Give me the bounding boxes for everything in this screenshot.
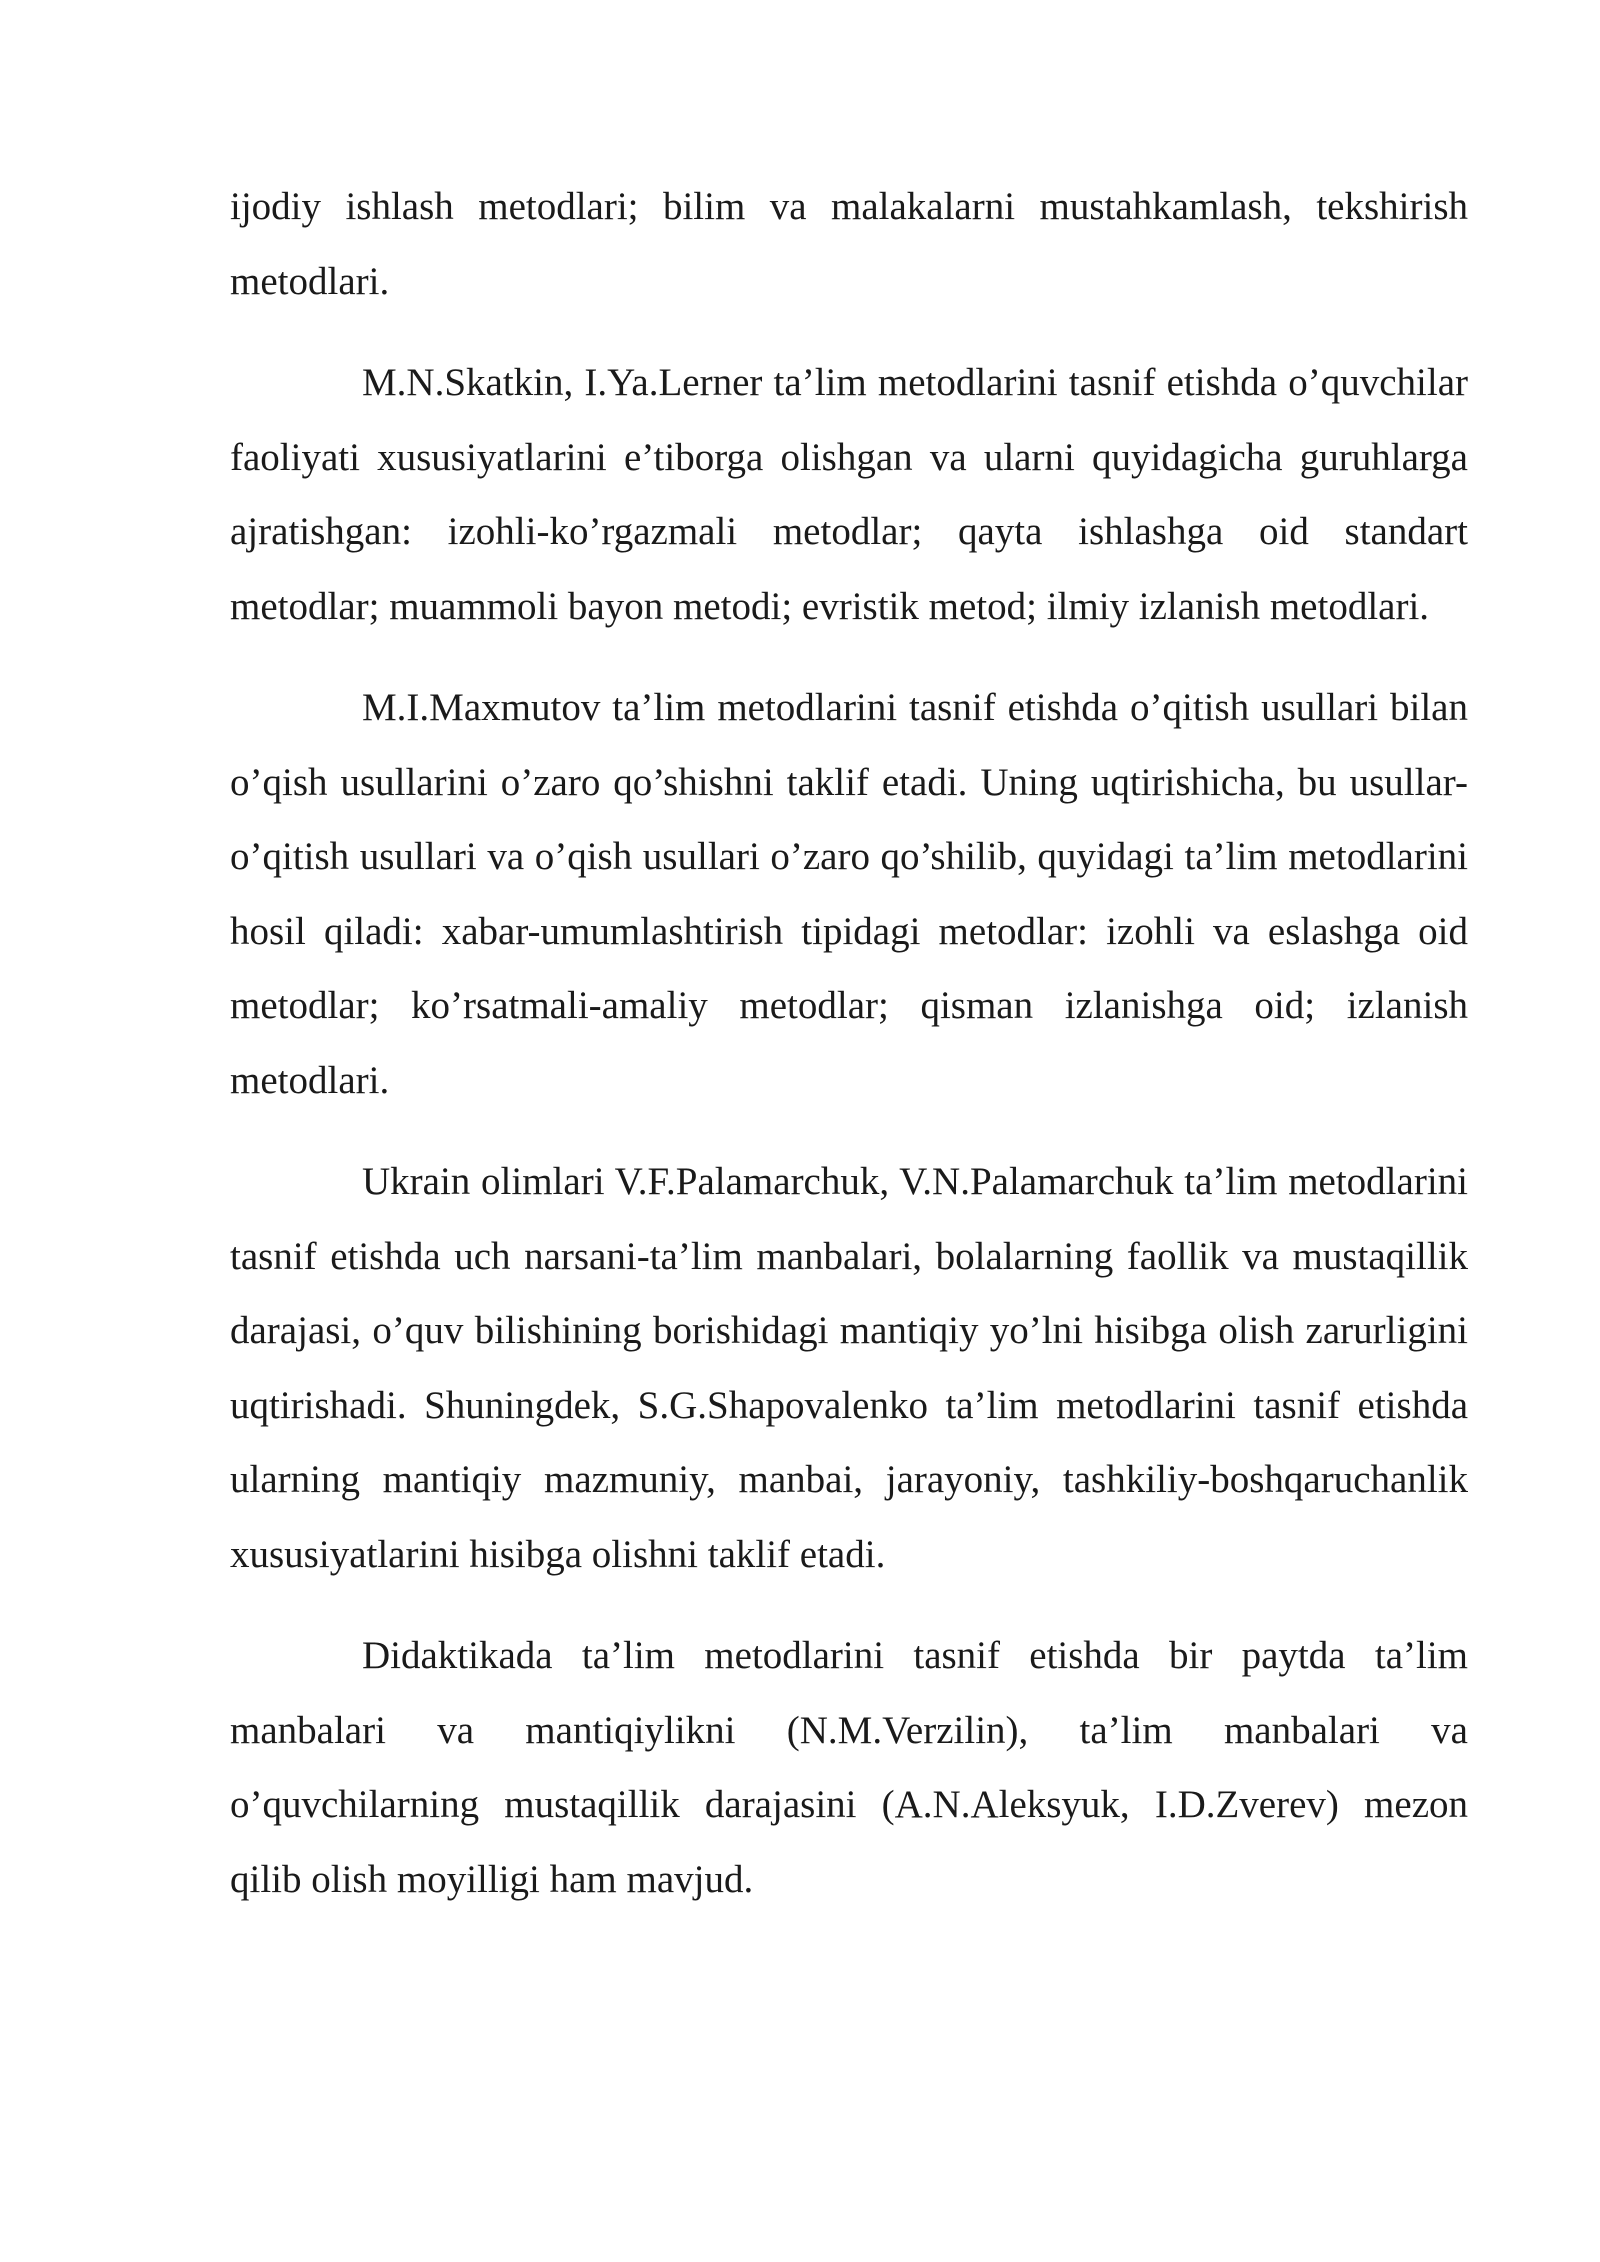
document-page [230,170,1468,1944]
paragraph-continuation: ijodiy ishlash metodlari; bilim va malakalarni mustahkamlash, tekshirish metodlari. [230,185,1468,303]
paragraph-maxmutov: M.I.Maxmutov ta’lim metodlarini tasnif etishda o’qitish usullari bilan o’qish usullarini o’zaro qo’shishni taklif etadi. Uning uqtirishicha, bu usullar-o’qitish usullari va o’qish usullari o’zaro qo’shilib, quyidagi ta’lim metodlarini hosil qiladi: xabar-umumlashtirish tipidagi metodlar: izohli va eslashga oid metodlar; ko’rsatmali-amaliy metodlar; qisman izlanishga oid; izlanish metodlari. [230,686,1468,1102]
paragraph-skatkin-lerner: M.N.Skatkin, I.Ya.Lerner ta’lim metodlarini tasnif etishda o’quvchilar faoliyati xususiyatlarini e’tiborga olishgan va ularni quyidagicha guruhlarga ajratishgan: izohli-ko’rgazmali metodlar; qayta ishlashga oid standart metodlar; muammoli bayon metodi; evristik metod; ilmiy izlanish metodlari. [230,361,1468,628]
paragraph-palamarchuk: Ukrain olimlari V.F.Palamarchuk, V.N.Palamarchuk ta’lim metodlarini tasnif etishda uch narsani-ta’lim manbalari, bolalarning faollik va mustaqillik darajasi, o’quv bilishining borishidagi mantiqiy yo’lni hisibga olish zarurligini uqtirishadi. Shuningdek, S.G.Shapovalenko ta’lim metodlarini tasnif etishda ularning mantiqiy mazmuniy, manbai, jarayoniy, tashkiliy-boshqaruchanlik xususiyatlarini hisibga olishni taklif etadi. [230,1160,1468,1576]
paragraph-didaktika: Didaktikada ta’lim metodlarini tasnif etishda bir paytda ta’lim manbalari va mantiqiylikni (N.M.Verzilin), ta’lim manbalari va o’quvchilarning mustaqillik darajasini (A.N.Aleksyuk, I.D.Zverev) mezon qilib olish moyilligi ham mavjud. [230,1634,1468,1901]
